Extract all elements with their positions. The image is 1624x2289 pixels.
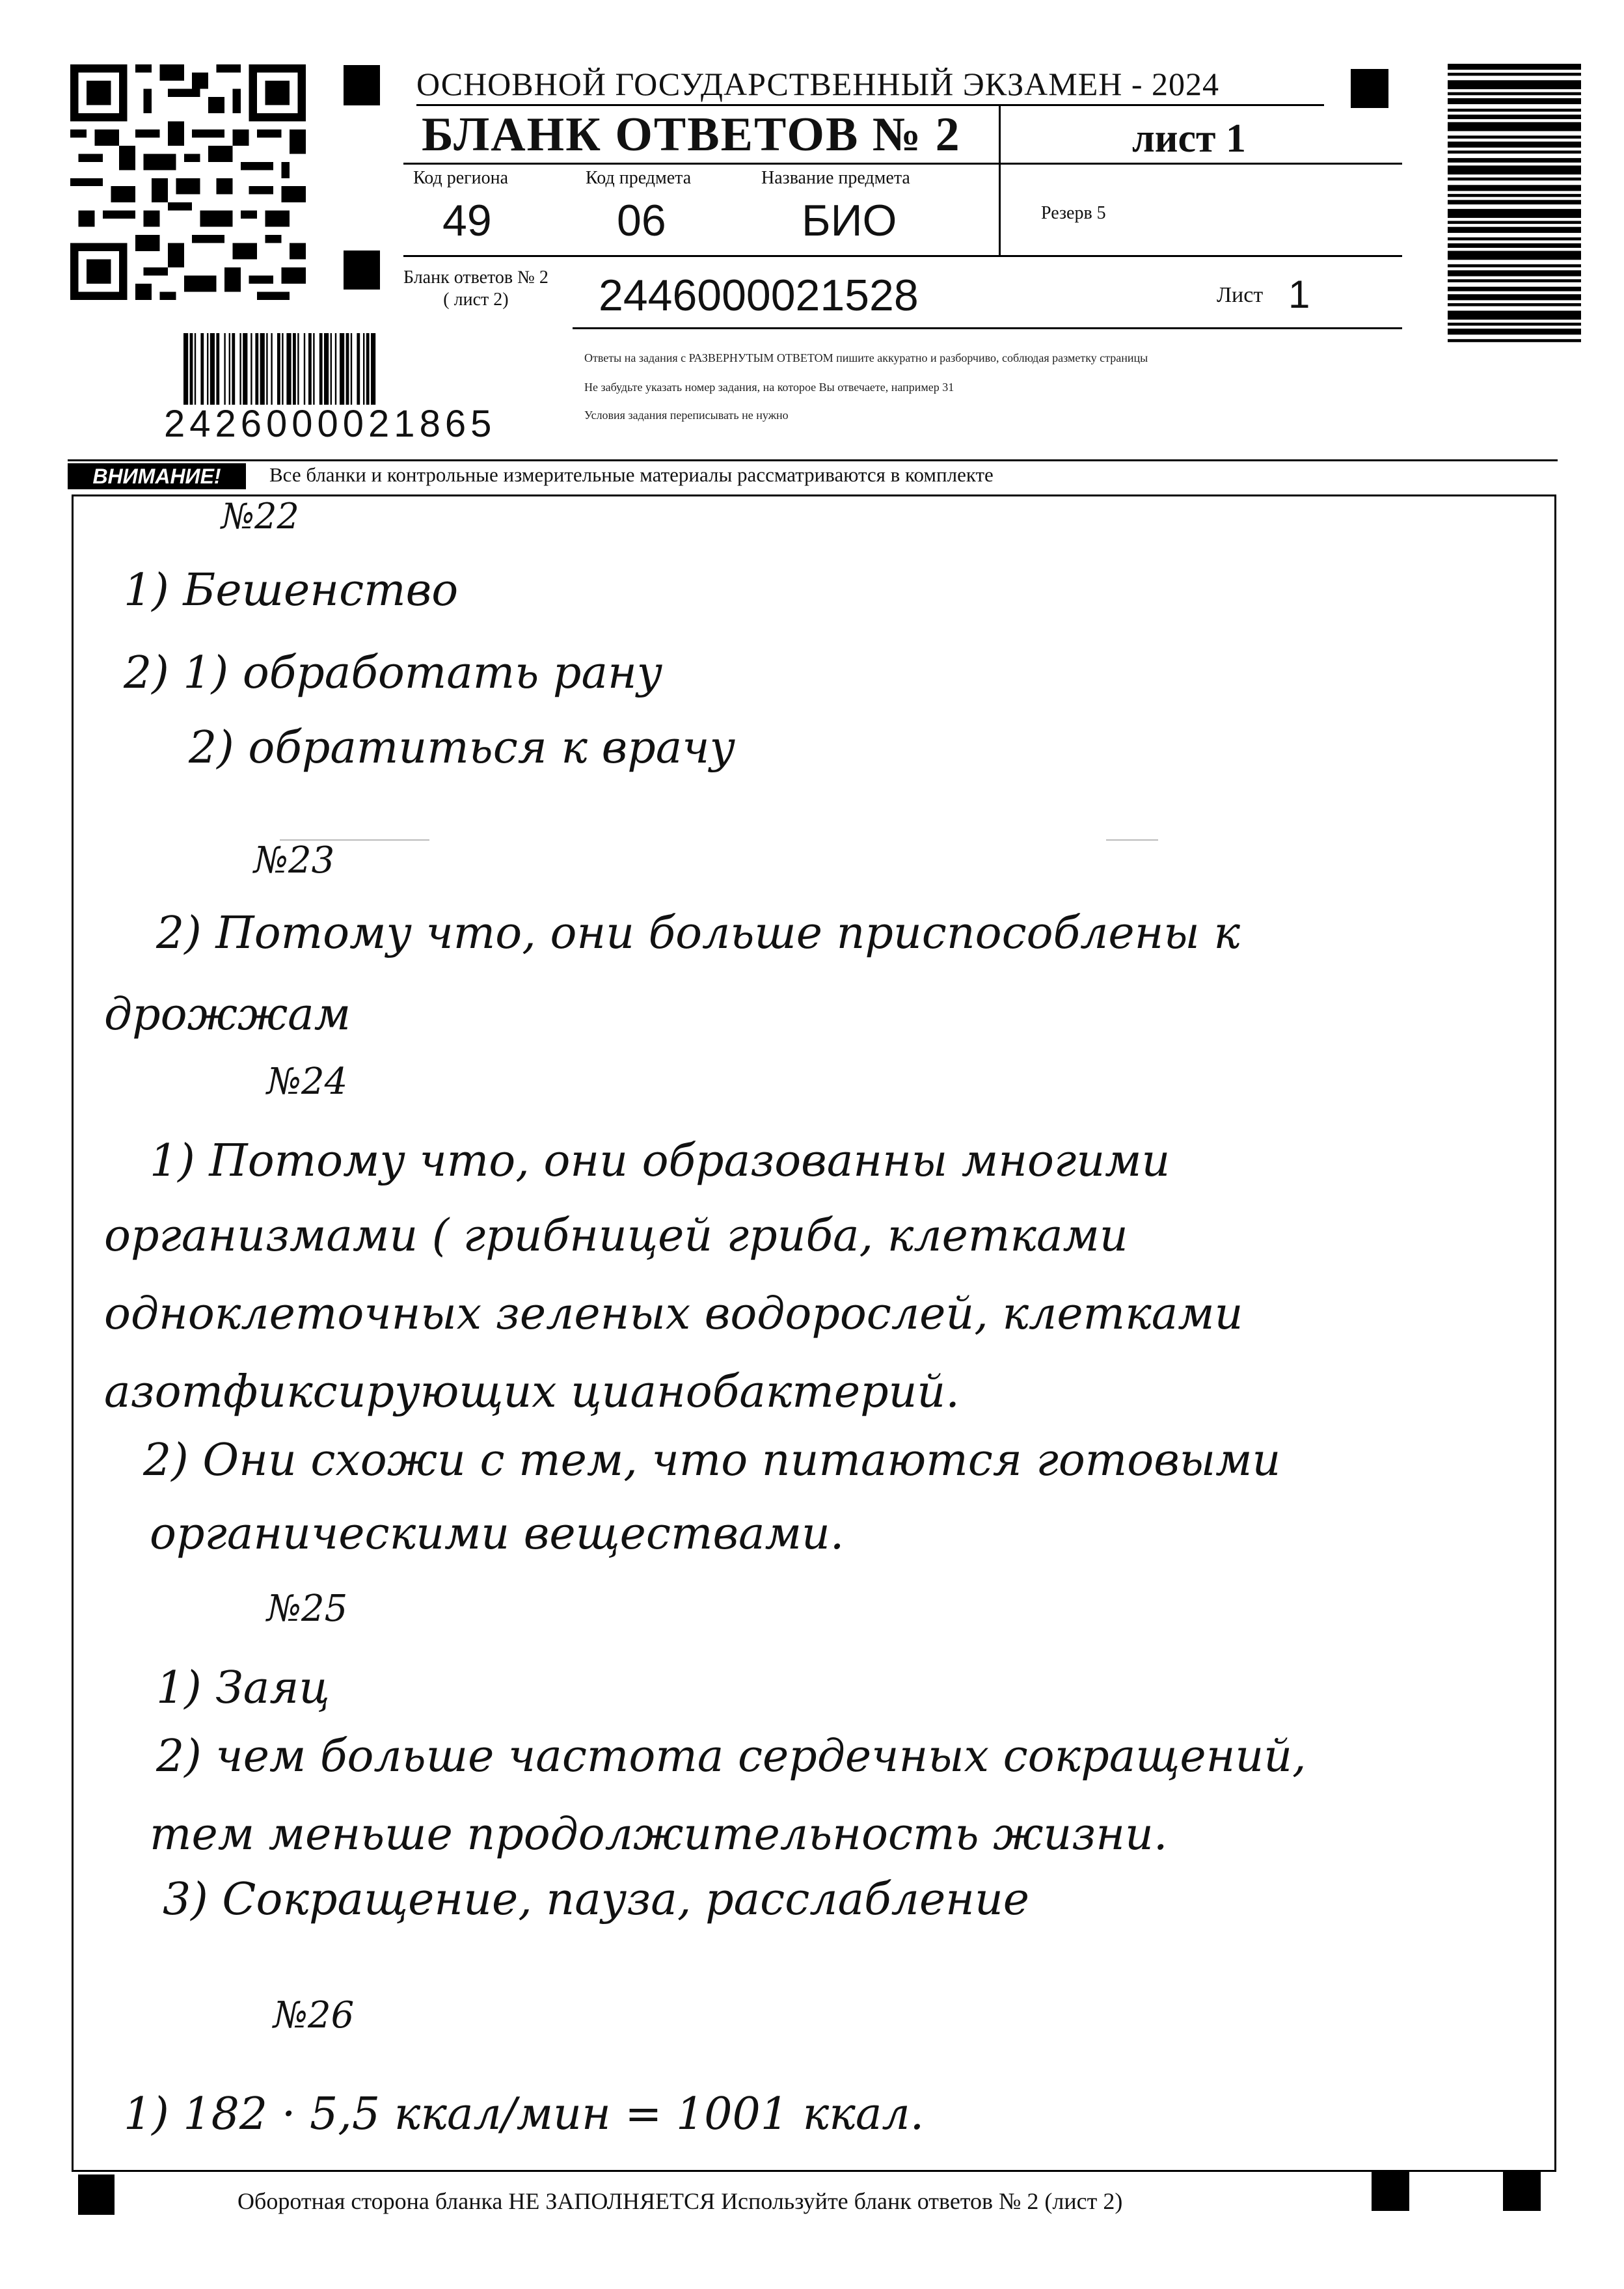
attention-badge: ВНИМАНИЕ! (68, 463, 246, 489)
instruction-3: Условия задания переписывать не нужно (584, 409, 789, 422)
answer-q23-line-2: дрожжам (104, 989, 351, 1040)
barcode-digits: 2426000021865 (164, 403, 496, 445)
header-line-3 (573, 327, 1402, 329)
answer-q25-line-2: 2) чем больше частота сердечных сокращений, (156, 1731, 1306, 1782)
answer-q26-heading: №26 (273, 1994, 355, 2037)
vertical-barcode-icon (1448, 64, 1581, 448)
subject-name-label: Название предмета (761, 168, 910, 188)
header-line-2 (403, 255, 1402, 257)
answer-q25-heading: №25 (267, 1588, 348, 1630)
reserve-label: Резерв 5 (1041, 203, 1106, 223)
alignment-marker-bottom-left (78, 2174, 115, 2215)
form-number: 2446000021528 (599, 271, 919, 320)
header-line-1 (403, 163, 1402, 165)
answer-q24-line-5: 2) Они схожи с тем, что питаются готовыми (143, 1435, 1281, 1486)
barcode-icon (183, 333, 527, 405)
header-divider (999, 104, 1001, 255)
alignment-marker-bottom-right (1503, 2171, 1541, 2211)
attention-top-line (68, 459, 1558, 461)
answer-q24-line-4: азотфиксирующих цианобактерий. (104, 1366, 960, 1418)
stray-mark-2 (1106, 839, 1158, 841)
alignment-marker-bottom-mid (1372, 2171, 1409, 2211)
answer-q25-line-4: 3) Сокращение, пауза, расслабление (163, 1874, 1030, 1925)
instruction-1: Ответы на задания с РАЗВЕРНУТЫМ ОТВЕТОМ пишите аккуратно и разборчиво, соблюдая разметку страницы (584, 351, 1148, 364)
instruction-2: Не забудьте указать номер задания, на которое Вы отвечаете, например 31 (584, 381, 954, 394)
alignment-marker-top-right (1351, 69, 1388, 108)
subject-code-value: 06 (617, 196, 666, 245)
answer-q25-line-1: 1) Заяц (156, 1662, 330, 1714)
title-underline (416, 104, 1324, 106)
answer-q24-heading: №24 (267, 1061, 348, 1103)
answer-q23-line-1: 2) Потому что, они больше приспособлены к (156, 908, 1241, 959)
answer-q24-line-1: 1) Потому что, они образованны многими (150, 1135, 1171, 1187)
list-label: Лист (1217, 283, 1264, 307)
footer-note: Оборотная сторона бланка НЕ ЗАПОЛНЯЕТСЯ Используйте бланк ответов № 2 (лист 2) (237, 2188, 1123, 2214)
qr-code-icon (70, 62, 306, 303)
answer-q22-line-1: 1) Бешенство (124, 565, 459, 616)
form-title: БЛАНК ОТВЕТОВ № 2 (422, 108, 961, 161)
answer-q25-line-3: тем меньше продолжительность жизни. (150, 1809, 1168, 1860)
answer-q24-line-6: органическими веществами. (150, 1508, 845, 1560)
answer-form-label (403, 267, 548, 311)
answer-q22-heading: №22 (221, 496, 299, 537)
exam-title: ОСНОВНОЙ ГОСУДАРСТВЕННЫЙ ЭКЗАМЕН - 2024 (416, 66, 1219, 102)
answer-q24-line-3: одноклеточных зеленых водорослей, клетками (104, 1288, 1243, 1340)
subject-name-value: БИО (802, 196, 897, 245)
answer-form-label-line2: ( лист 2) (443, 290, 509, 310)
sheet-label: лист 1 (1132, 116, 1246, 161)
subject-code-label: Код предмета (586, 168, 692, 188)
region-code-value: 49 (442, 196, 492, 245)
answer-q26-line-1: 1) 182 · 5,5 ккал/мин = 1001 ккал. (124, 2089, 925, 2140)
list-number: 1 (1288, 273, 1310, 316)
answer-q22-line-2: 2) 1) обработать рану (124, 647, 663, 699)
answer-q22-line-3: 2) обратиться к врачу (189, 722, 736, 774)
attention-text: Все бланки и контрольные измерительные материалы рассматриваются в комплекте (269, 463, 994, 486)
answer-q24-line-2: организмами ( грибницей гриба, клетками (104, 1210, 1128, 1262)
answer-q23-heading: №23 (254, 839, 335, 882)
alignment-marker-mid-left (344, 251, 380, 290)
alignment-marker-top-left (344, 65, 380, 105)
answer-form-label-line1: Бланк ответов № 2 (403, 267, 548, 288)
region-code-label: Код региона (413, 168, 509, 188)
